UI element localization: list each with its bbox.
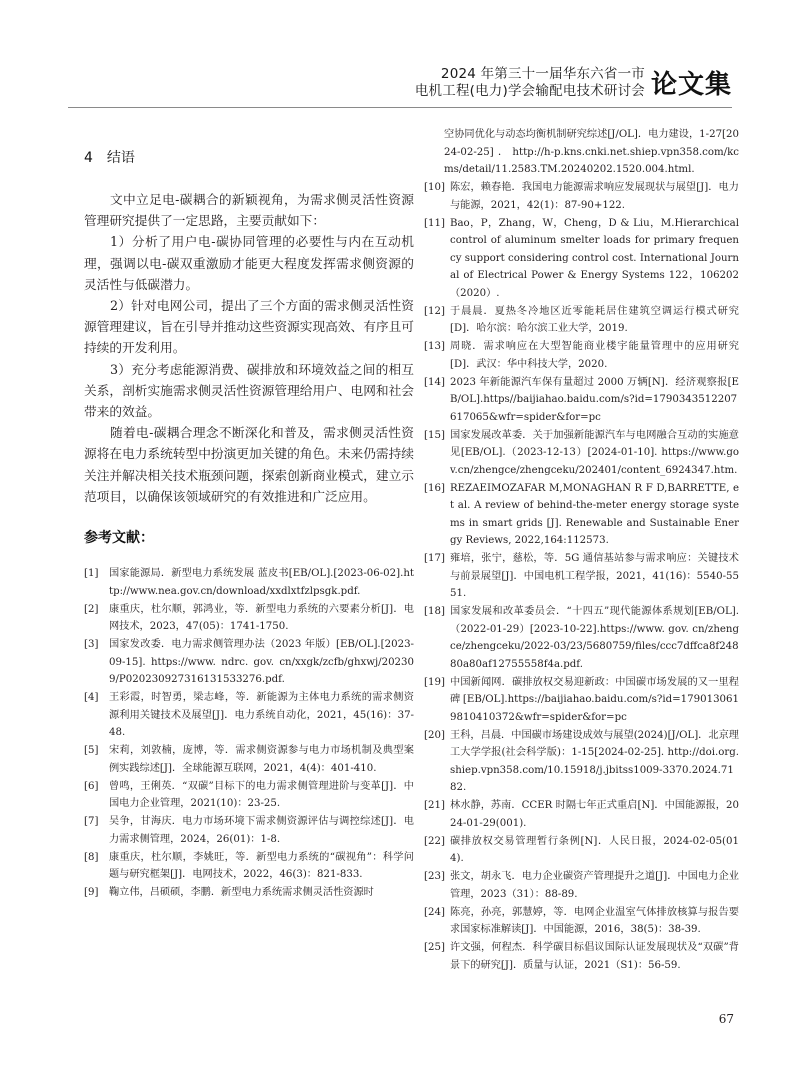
proceedings-label: 论文集 [650, 70, 732, 100]
reference-number: [18] [424, 606, 445, 617]
reference-number: [2] [84, 603, 99, 615]
reference-number: [11] [424, 217, 445, 229]
reference-item [424, 179, 739, 214]
reference-number: [22] [424, 835, 445, 847]
reference-text: 许文强，何程杰．科学碳目标倡议国际认证发展现状及“双碳”背景下的研究[J]．质量与认证，2021（S1)：56-59. [450, 942, 739, 971]
reference-text: 国家发展改革委．关于加强新能源汽车与电网融合互动的实施意见[EB/OL].（2023-12-13）[2024-01-10]. https://www.gov.cn/zhengce/zhengceku/202401/content_6924347.htm. [450, 429, 739, 476]
reference-text: 国家发改委．电力需求侧管理办法（2023 年版）[EB/OL].[2023-09-15]. https://www. ndrc. gov. cn/xxgk/zcfb/ghxwj/202309/P020230927316131533276.pdf. [109, 639, 414, 686]
reference-item [84, 813, 414, 848]
reference-number: [3] [84, 639, 99, 651]
reference-item [84, 778, 414, 813]
reference-number: [16] [424, 482, 445, 494]
reference-number: [25] [424, 942, 445, 953]
reference-text: 宋莉，刘敦楠，庞博，等．需求侧资源参与电力市场机制及典型案例实践综述[J]．全球能源互联网，2021，4(4)：401-410. [109, 745, 414, 774]
reference-item [84, 601, 414, 636]
reference-item [424, 904, 739, 939]
reference-text: Bao，P，Zhang，W，Cheng，D & Liu，M.Hierarchical control of aluminum smelter loads for primary frequency support considering control cost. International Journal of Electrical Power & Energy Systems 122，106202（2020）. [450, 217, 739, 299]
reference-item [84, 636, 414, 689]
reference-number: [23] [424, 871, 445, 882]
reference-text: 鞠立伟，吕硕硕，李鹏．新型电力系统需求侧灵活性资源时 [109, 887, 374, 899]
reference-text: 国家能源局．新型电力系统发展 蓝皮书[EB/OL].[2023-06-02].http://www.nea.gov.cn/download/xxdlxtfzlpsgk.pdf. [109, 568, 414, 597]
reference-number: [5] [84, 745, 99, 757]
reference-number: [15] [424, 429, 445, 441]
reference-number: [17] [424, 553, 445, 564]
reference-item [84, 849, 414, 884]
reference-item [424, 427, 739, 480]
conference-title [415, 66, 645, 100]
reference-text: 周晓．需求响应在大型智能商业楼宇能量管理中的应用研究[D]．武汉：华中科技大学，2020. [450, 341, 739, 370]
reference-item [424, 833, 739, 868]
reference-text: 曾鸣，王俐英．“双碳”目标下的电力需求侧管理进阶与变革[J]．中国电力企业管理，2021(10)：23-25. [109, 780, 414, 810]
reference-text: 陈亮，孙亮，郭慧婷，等．电网企业温室气体排放核算与报告要求国家标准解读[J]．中国能源，2016，38(5)：38-39. [450, 906, 739, 935]
reference-item [424, 303, 739, 338]
reference-item [84, 689, 414, 742]
reference-text: 张文，胡永飞．电力企业碳资产管理提升之道[J]．中国电力企业管理，2023（31）：88-89. [450, 871, 739, 900]
reference-item [424, 797, 739, 832]
reference-number: [21] [424, 800, 445, 811]
body-paragraph: 1）分析了用户电-碳协同管理的必要性与内在互动机理，强调以电-碳双重激励才能更大程度发挥需求侧资源的灵活性与低碳潜力。 [84, 234, 414, 292]
reference-text: 2023 年新能源汽车保有量超过 2000 万辆[N]．经济观察报[EB/OL].https//baijiahao.baidu.com/s?id=1790343512207617065&wfr=spider&for=pc [450, 376, 739, 423]
reference-number: [14] [424, 376, 445, 388]
reference-item [84, 565, 414, 600]
reference-text: REZAEIMOZAFAR M,MONAGHAN R F D,BARRETTE, et al. A review of behind-the-meter energy storage systems in smart grids [J]. Renewable and Sustainable Energy Reviews, 2022,164:112573. [450, 482, 739, 546]
page-number: 67 [718, 1012, 734, 1026]
reference-item [424, 868, 739, 903]
running-header [415, 64, 732, 101]
body-paragraph: 3）充分考虑能源消费、碳排放和环境效益之间的相互关系，剖析实施需求侧灵活性资源管理给用户、电网和社会带来的效益。 [84, 361, 414, 420]
reference-number: [20] [424, 729, 445, 741]
reference-text: 碳排放权交易管理暂行条例[N]．人民日报，2024-02-05(014). [450, 835, 739, 864]
reference-item [84, 884, 414, 902]
reference-text: 林水静，苏南．CCER 时隔七年正式重启[N]．中国能源报，2024-01-29(001). [450, 800, 739, 829]
reference-item [424, 374, 739, 427]
reference-text: 康重庆，杜尔顺，李姚旺，等．新型电力系统的“碳视角”：科学问题与研究框架[J]．电网技术，2022，46(3)：821-833. [109, 851, 414, 881]
reference-text: 陈宏，赖春艳．我国电力能源需求响应发展现状与展望[J]．电力与能源，2021，42(1)：87-90+122. [450, 182, 739, 211]
reference-item [424, 550, 739, 603]
reference-text: 王科，吕晨．中国碳市场建设成效与展望(2024)[J/OL]．北京理工大学学报(社会科学版)：1-15[2024-02-25]. http://doi.org.shiep.vpn358.com/10.15918/j.jbitss1009-3370.2024.7182. [450, 729, 739, 793]
reference-item [424, 215, 739, 303]
reference-number: [8] [84, 851, 99, 863]
reference-text: 雍培，张宁，慈松，等．5G 通信基站参与需求响应：关键技术与前景展望[J]．中国电机工程学报，2021，41(16)：5540-5551. [450, 553, 739, 599]
header-divider [68, 107, 732, 108]
body-paragraph: 2）针对电网公司，提出了三个方面的需求侧灵活性资源管理建议，旨在引导并推动这些资源实现高效、有序且可持续的开发利用。 [84, 298, 414, 356]
reference-number: [7] [84, 816, 99, 828]
reference-text: 中国新闻网．碳排放权交易迎新政：中国碳市场发展的又一里程碑[EB/OL].https://baijiahao.baidu.com/s?id=1790130619810410372&wfr=spider&for=pc [450, 676, 739, 723]
reference-text: 国家发展和改革委员会．“十四五”现代能源体系规划[EB/OL].（2022-01-29）[2023-10-22].https://www. gov. cn/zhengce/zhengceku/2022-03/23/5680759/files/ccc7dffca8f24880a80af12755558f4a.pdf. [450, 606, 739, 670]
reference-item [424, 480, 739, 550]
reference-list-left [84, 565, 414, 902]
reference-number: [12] [424, 305, 445, 317]
reference-list-right [424, 179, 739, 974]
reference-item [424, 338, 739, 373]
reference-item [424, 727, 739, 797]
reference-number: [10] [424, 182, 445, 193]
reference-number: [13] [424, 341, 445, 352]
reference-number: [6] [84, 780, 99, 792]
right-column [424, 126, 739, 975]
reference-number: [1] [84, 568, 99, 580]
reference-number: [9] [84, 887, 99, 899]
conference-title-line1: 2024 年第三十一届华东六省一市 [440, 65, 645, 82]
conference-title-line2: 电机工程(电力)学会输配电技术研讨会 [414, 82, 645, 99]
body-paragraph: 文中立足电-碳耦合的新颖视角，为需求侧灵活性资源管理研究提供了一定思路，主要贡献如下： [84, 192, 414, 229]
left-column [84, 126, 414, 902]
reference-number: [19] [424, 676, 445, 688]
references-heading: 参考文献： [84, 530, 154, 547]
reference-item [424, 939, 739, 974]
body-paragraph: 随着电-碳耦合理念不断深化和普及，需求侧灵活性资源将在电力系统转型中扮演更加关键的角色。未来仍需持续关注并解决相关技术瓶颈问题，探索创新商业模式，建立示范项目，以确保该领域研究的有效推进和广泛应用。 [84, 425, 414, 504]
reference-text: 于晨晨．夏热冬冷地区近零能耗居住建筑空调运行模式研究[D]．哈尔滨：哈尔滨工业大学，2019. [450, 305, 739, 334]
reference-item [424, 674, 739, 727]
reference-item [424, 603, 739, 673]
reference-text: 吴争，甘海庆．电力市场环境下需求侧资源评估与调控综述[J]．电力需求侧管理，2024，26(01)：1-8. [109, 816, 414, 845]
reference-text: 康重庆，杜尔顺，郭鸿业，等．新型电力系统的六要素分析[J]．电网技术，2023，47(05)：1741-1750. [109, 603, 414, 633]
reference-number: [24] [424, 906, 445, 918]
reference-continuation: 空协同优化与动态均衡机制研究综述[J/OL]．电力建设，1-27[2024-02-25]．http://h-p.kns.cnki.net.shiep.vpn358.com/kcms/detail/11.2583.TM.20240202.1520.004.html. [444, 129, 739, 175]
section-heading: 4 结语 [84, 150, 135, 166]
reference-number: [4] [84, 692, 99, 704]
reference-text: 王彩霞，时智勇，梁志峰，等．新能源为主体电力系统的需求侧资源利用关键技术及展望[J]．电力系统自动化，2021，45(16)：37-48. [109, 692, 414, 739]
reference-item [84, 742, 414, 777]
